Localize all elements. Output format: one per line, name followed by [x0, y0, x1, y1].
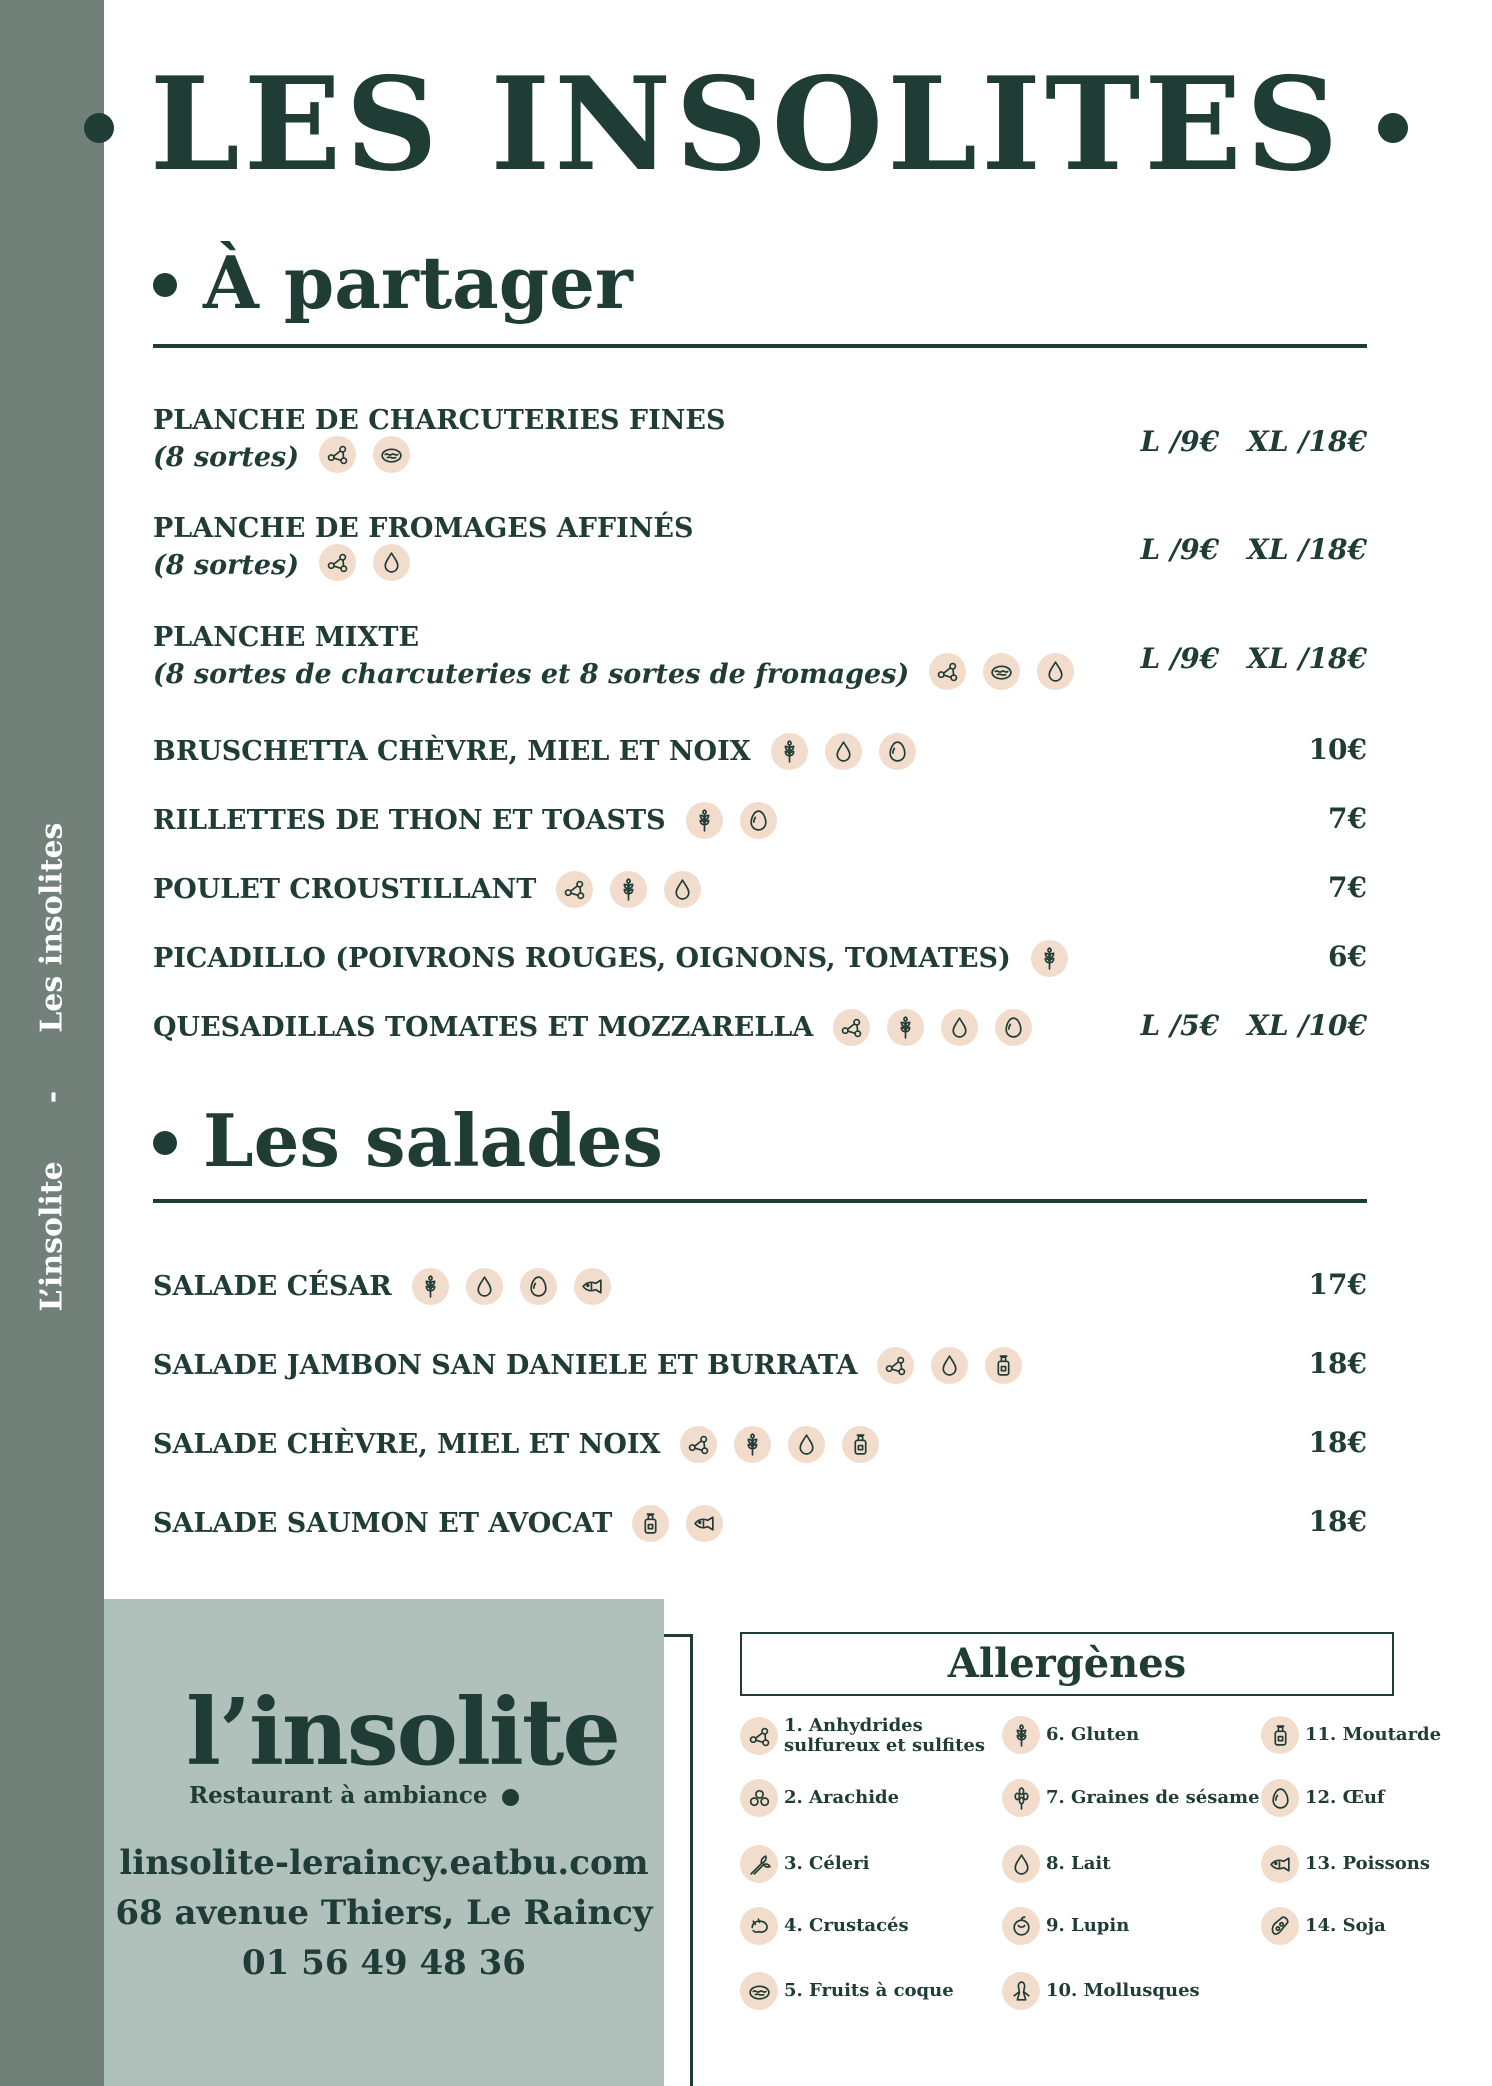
menu-item [153, 1505, 1367, 1542]
allergen-label: 10. Mollusques [1046, 1980, 1200, 2001]
item-price [1141, 533, 1367, 566]
item-price [1141, 425, 1367, 458]
allergen-legend-item [740, 1972, 954, 2010]
footer-frame-line [664, 1634, 693, 1637]
menu-item [153, 1009, 1367, 1046]
allergen-icons [680, 1426, 879, 1463]
gluten-icon [887, 1009, 924, 1046]
fish-icon [574, 1268, 611, 1305]
sulfites-icon [556, 871, 593, 908]
footer-frame-line [690, 1634, 693, 2086]
tagline-dot [502, 1789, 519, 1806]
item-price: 18€ [1308, 1505, 1367, 1538]
allergen-legend-item [1002, 1716, 1139, 1754]
menu-item [153, 622, 1367, 690]
menu-item [153, 1268, 1367, 1305]
gluten-icon [686, 802, 723, 839]
sidebar-separator: - [34, 1090, 70, 1104]
section-title-text: Les salades [203, 1098, 663, 1183]
allergen-legend-item [740, 1845, 869, 1883]
peanut-icon [740, 1779, 778, 1817]
item-name: BRUSCHETTA CHÈVRE, MIEL ET NOIX [153, 736, 751, 767]
nuts-icon [740, 1972, 778, 2010]
egg-icon [995, 1009, 1032, 1046]
allergen-icons [556, 871, 701, 908]
menu-item [153, 405, 1367, 473]
sulfites-icon [929, 653, 966, 690]
allergen-legend-item [1261, 1716, 1441, 1754]
sidebar-restaurant-name: L’insolite [34, 1161, 70, 1312]
price-xl: XL /10€ [1247, 1009, 1367, 1042]
mollusc-icon [1002, 1972, 1040, 2010]
price-large: L /9€ [1140, 533, 1220, 566]
allergen-icons [632, 1505, 723, 1542]
menu-item [153, 871, 1367, 908]
restaurant-tagline [189, 1782, 519, 1809]
item-name: PLANCHE MIXTE [153, 622, 420, 653]
item-name: SALADE JAMBON SAN DANIELE ET BURRATA [153, 1350, 858, 1381]
allergen-legend-item [1261, 1779, 1385, 1817]
allergen-label: 8. Lait [1046, 1853, 1111, 1874]
section-title-partager [153, 240, 633, 325]
sulfites-icon [740, 1717, 778, 1755]
menu-item [153, 733, 1367, 770]
item-name: SALADE SAUMON ET AVOCAT [153, 1508, 613, 1539]
allergen-label: 11. Moutarde [1305, 1724, 1442, 1745]
milk-icon [1002, 1845, 1040, 1883]
sesame-icon [1002, 1779, 1040, 1817]
price-xl: XL /18€ [1247, 642, 1367, 675]
allergen-icons [686, 802, 777, 839]
allergen-label: 3. Céleri [784, 1853, 870, 1874]
price-large: L /9€ [1140, 425, 1220, 458]
item-subtitle: (8 sortes) [153, 442, 300, 473]
item-price: 7€ [1328, 871, 1367, 904]
milk-icon [825, 733, 862, 770]
section-title-salades [153, 1098, 663, 1183]
allergen-icons [833, 1009, 1032, 1046]
soy-icon [1261, 1907, 1299, 1945]
allergen-label: 6. Gluten [1046, 1724, 1140, 1745]
item-name: SALADE CHÈVRE, MIEL ET NOIX [153, 1429, 661, 1460]
item-name: SALADE CÉSAR [153, 1271, 392, 1302]
allergen-label: 12. Œuf [1305, 1787, 1385, 1808]
sulfites-icon [877, 1347, 914, 1384]
allergen-label: 13. Poissons [1305, 1853, 1430, 1874]
page-title-text: LES INSOLITES [149, 50, 1343, 200]
address: 68 avenue Thiers, Le Raincy [115, 1893, 653, 1933]
allergen-legend-item [1002, 1907, 1129, 1945]
sulfites-icon [833, 1009, 870, 1046]
allergen-label: 1. Anhydrides sulfureux et sulfites [784, 1715, 985, 1756]
item-price: 7€ [1328, 802, 1367, 835]
item-price: 10€ [1308, 733, 1367, 766]
allergen-legend-item [1002, 1845, 1111, 1883]
price-large: L /5€ [1140, 1009, 1220, 1042]
allergen-label: 14. Soja [1305, 1915, 1386, 1936]
sulfites-icon [319, 544, 356, 581]
gluten-icon [412, 1268, 449, 1305]
gluten-icon [771, 733, 808, 770]
tagline-text: Restaurant à ambiance [189, 1782, 488, 1809]
price-large: L /9€ [1140, 642, 1220, 675]
section-bullet [153, 1131, 177, 1155]
allergen-legend-item [740, 1779, 899, 1817]
egg-icon [520, 1268, 557, 1305]
egg-icon [879, 733, 916, 770]
menu-item [153, 1426, 1367, 1463]
crustacean-icon [740, 1907, 778, 1945]
section-bullet [153, 273, 177, 297]
nuts-icon [373, 436, 410, 473]
item-name: PICADILLO (POIVRONS ROUGES, OIGNONS, TOMATES) [153, 943, 1011, 974]
page-title [0, 50, 1492, 200]
item-price: 18€ [1308, 1347, 1367, 1380]
gluten-icon [610, 871, 647, 908]
mustard-icon [842, 1426, 879, 1463]
allergen-icons [771, 733, 916, 770]
allergen-icons [929, 653, 1074, 690]
section-divider [153, 344, 1367, 348]
item-price [1141, 1009, 1367, 1042]
item-name: QUESADILLAS TOMATES ET MOZZARELLA [153, 1012, 814, 1043]
item-price [1141, 642, 1367, 675]
section-divider [153, 1199, 1367, 1203]
lupin-icon [1002, 1907, 1040, 1945]
allergen-label: 7. Graines de sésame [1046, 1787, 1260, 1808]
item-name: POULET CROUSTILLANT [153, 874, 537, 905]
section-title-text: À partager [203, 240, 633, 325]
mustard-icon [1261, 1716, 1299, 1754]
price-xl: XL /18€ [1247, 533, 1367, 566]
milk-icon [931, 1347, 968, 1384]
restaurant-logo: l’insolite [186, 1678, 619, 1786]
allergen-legend-item [1261, 1907, 1386, 1945]
milk-icon [788, 1426, 825, 1463]
allergen-icons [412, 1268, 611, 1305]
allergen-legend-item [1261, 1845, 1430, 1883]
mustard-icon [985, 1347, 1022, 1384]
menu-item [153, 1347, 1367, 1384]
sulfites-icon [319, 436, 356, 473]
gluten-icon [1031, 940, 1068, 977]
item-subtitle: (8 sortes) [153, 550, 300, 581]
price-xl: XL /18€ [1247, 425, 1367, 458]
milk-icon [1037, 653, 1074, 690]
allergen-icons [877, 1347, 1022, 1384]
mustard-icon [632, 1505, 669, 1542]
item-price: 6€ [1328, 940, 1367, 973]
allergen-label-continued: sulfureux et sulfites [784, 1735, 985, 1756]
nuts-icon [983, 653, 1020, 690]
allergen-legend-item [740, 1716, 985, 1756]
allergen-legend-item [1002, 1972, 1200, 2010]
item-name: PLANCHE DE FROMAGES AFFINÉS [153, 513, 694, 544]
title-dot-right [1378, 113, 1408, 143]
allergen-label: 2. Arachide [784, 1787, 900, 1808]
item-name: RILLETTES DE THON ET TOASTS [153, 805, 666, 836]
allergen-label: 4. Crustacés [784, 1915, 909, 1936]
menu-item [153, 940, 1367, 977]
allergen-legend-title: Allergènes [740, 1632, 1394, 1696]
allergen-icons [319, 436, 410, 473]
milk-icon [664, 871, 701, 908]
allergen-label: 5. Fruits à coque [784, 1980, 954, 2001]
fish-icon [1261, 1845, 1299, 1883]
website-link[interactable]: linsolite-leraincy.eatbu.com [119, 1843, 649, 1883]
gluten-icon [1002, 1716, 1040, 1754]
menu-item [153, 513, 1367, 581]
milk-icon [373, 544, 410, 581]
sulfites-icon [680, 1426, 717, 1463]
sidebar-menu-name: Les insolites [34, 822, 70, 1033]
allergen-icons [319, 544, 410, 581]
milk-icon [466, 1268, 503, 1305]
item-price: 18€ [1308, 1426, 1367, 1459]
allergen-label: 9. Lupin [1046, 1915, 1130, 1936]
gluten-icon [734, 1426, 771, 1463]
title-dot-left [84, 113, 114, 143]
item-price: 17€ [1308, 1268, 1367, 1301]
fish-icon [686, 1505, 723, 1542]
menu-item [153, 802, 1367, 839]
egg-icon [740, 802, 777, 839]
sidebar-text [35, 823, 70, 1312]
item-subtitle: (8 sortes de charcuteries et 8 sortes de fromages) [153, 659, 910, 690]
egg-icon [1261, 1779, 1299, 1817]
phone-number[interactable]: 01 56 49 48 36 [242, 1943, 526, 1983]
item-name: PLANCHE DE CHARCUTERIES FINES [153, 405, 726, 436]
celery-icon [740, 1845, 778, 1883]
milk-icon [941, 1009, 978, 1046]
allergen-legend-item [1002, 1779, 1260, 1817]
allergen-legend-item [740, 1907, 909, 1945]
allergen-icons [1031, 940, 1068, 977]
